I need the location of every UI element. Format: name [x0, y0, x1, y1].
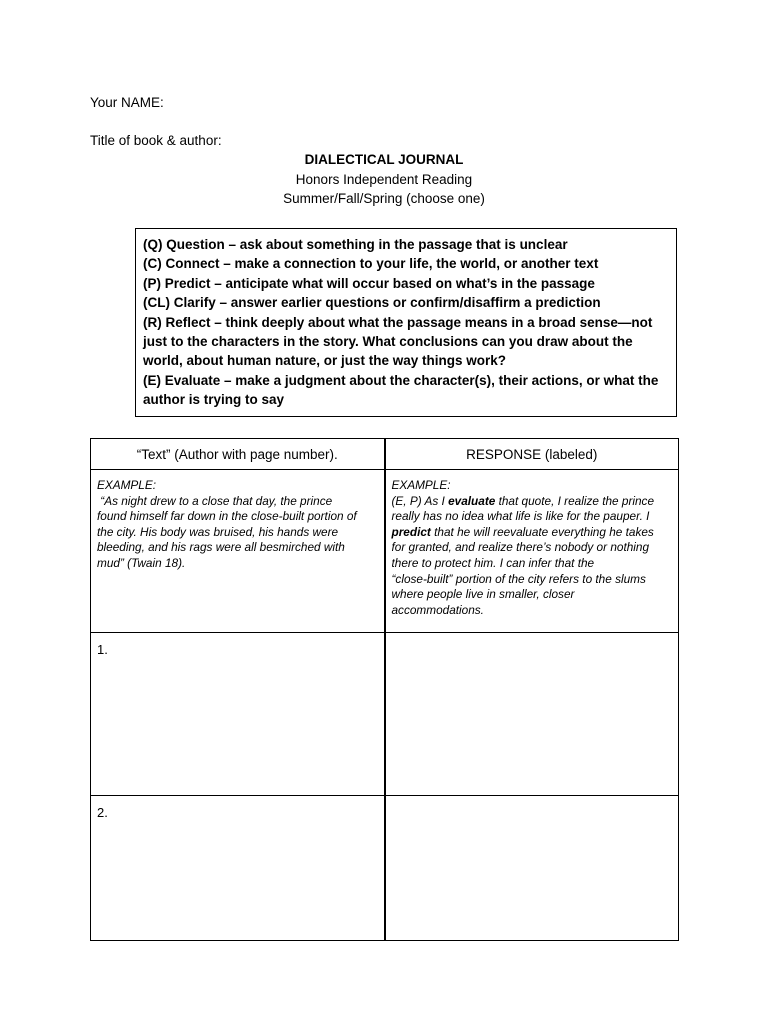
- entry-1-response-cell[interactable]: [385, 633, 679, 796]
- example-response-line: [392, 525, 674, 541]
- example-response-line: accommodations.: [391, 602, 484, 617]
- legend-evaluate-line2: author is trying to say: [143, 392, 285, 408]
- example-response-line: “close-built” portion of the city refers to the slums: [391, 571, 646, 586]
- table-row: [91, 633, 679, 796]
- text-column-header: “Text” (Author with page number).: [91, 439, 385, 470]
- entry-1-text-cell[interactable]: [91, 633, 385, 796]
- name-label: Your NAME:: [90, 95, 164, 110]
- journal-table: [90, 438, 679, 941]
- example-row: [91, 470, 679, 633]
- legend-reflect-line3: world, about human nature, or just the way things work?: [143, 353, 507, 369]
- entry-2-response-cell[interactable]: [385, 796, 679, 941]
- predict-keyword: predict: [391, 524, 431, 539]
- example-response-line: for granted, and realize there’s nobody or nothing: [391, 540, 650, 555]
- legend-reflect-line2: just to the characters in the story. What conclusions can you draw about the: [143, 334, 633, 350]
- example-text-label: EXAMPLE:: [97, 478, 157, 492]
- legend-connect: (C) Connect – make a connection to your life, the world, or another text: [143, 256, 599, 272]
- legend-reflect-line1: (R) Reflect – think deeply about what the passage means in a broad sense—not: [143, 314, 653, 330]
- example-response-cell: [385, 470, 679, 633]
- legend-question: (Q) Question – ask about something in the passage that is unclear: [143, 237, 568, 252]
- example-quote-line: the city. His body was bruised, his hands were: [97, 524, 339, 539]
- example-response-line: really has no idea what life is like for the pauper. I: [391, 509, 650, 524]
- legend-evaluate-line1: (E) Evaluate – make a judgment about the character(s), their actions, or what the: [143, 372, 659, 388]
- term-choice: Summer/Fall/Spring (choose one): [283, 191, 485, 206]
- evaluate-keyword: evaluate: [448, 493, 496, 508]
- response-column-header: RESPONSE (labeled): [385, 439, 679, 470]
- entry-number: 2.: [97, 805, 108, 820]
- response-text: (E, P) As I: [391, 493, 449, 508]
- entry-2-text-cell[interactable]: [91, 796, 385, 941]
- example-text-cell: [91, 470, 385, 633]
- example-response-line: there to protect him. I can infer that the: [391, 555, 595, 570]
- example-quote-line: mud” (Twain 18).: [97, 555, 186, 570]
- response-codes-legend: [135, 228, 677, 417]
- table-header-row: [91, 439, 679, 470]
- book-author-label: Title of book & author:: [90, 133, 222, 148]
- example-quote-line: found himself far down in the close-built portion of: [97, 509, 357, 524]
- legend-clarify: (CL) Clarify – answer earlier questions or confirm/disaffirm a prediction: [143, 295, 601, 311]
- page-title: DIALECTICAL JOURNAL: [304, 152, 464, 167]
- page-subtitle: Honors Independent Reading: [295, 172, 473, 187]
- response-text: that he will reevaluate everything he takes: [430, 524, 654, 539]
- example-response-label: EXAMPLE:: [391, 478, 451, 492]
- example-response-line: [392, 494, 674, 510]
- entry-number: 1.: [97, 642, 108, 657]
- response-text: that quote, I realize the prince: [495, 493, 655, 508]
- example-quote-line: “As night drew to a close that day, the prince: [97, 493, 333, 508]
- example-quote-line: bleeding, and his rags were all besmirched with: [97, 540, 345, 555]
- legend-predict: (P) Predict – anticipate what will occur based on what’s in the passage: [143, 275, 595, 291]
- table-row: [91, 796, 679, 941]
- example-response-line: where people live in smaller, closer: [391, 587, 575, 602]
